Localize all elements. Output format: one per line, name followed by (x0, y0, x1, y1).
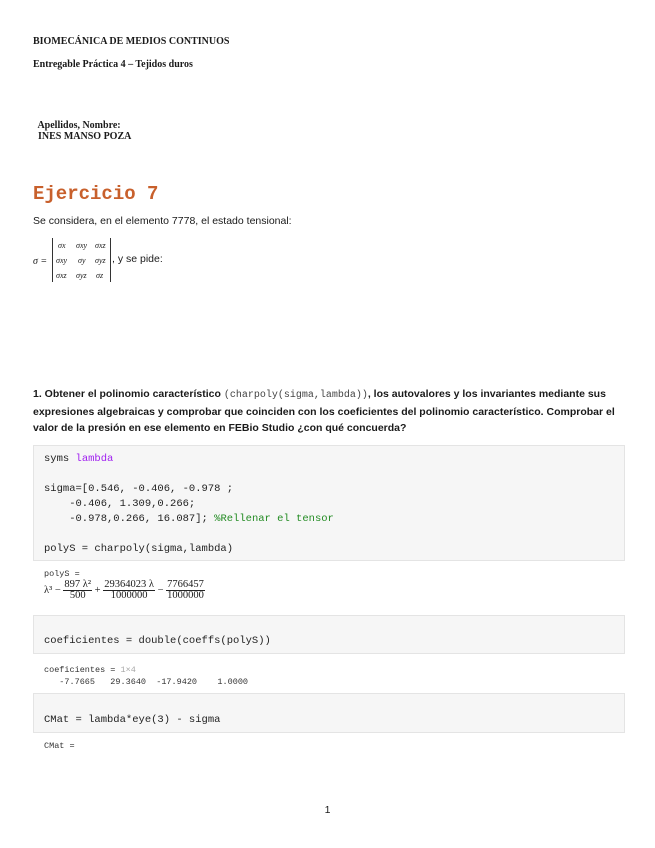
question-1 (33, 386, 625, 436)
question-1-part2: , los autovalores y los invariantes mediante sus expresiones algebraicas y comprobar que coinciden con los coeficientes del polinomio característico. Comprobar el valor de la presión en ese elemento en FEBio Studio ¿con qué concuerda? (33, 388, 615, 434)
code-line: -0.978,0.266, 16.087]; %Rellenar el tensor (44, 513, 334, 525)
polynomial-output: λ³ − $\frac{\text{897 λ²}}{500}$ + $\frac{29364023 \lambda}{1000000}$ − $\frac{7766457}{1000000}$ (44, 579, 204, 601)
matrix-cell: σz (96, 271, 104, 280)
coeficientes-values: -7.7665 29.3640 -17.9420 1.0000 (44, 677, 249, 687)
question-1-code: (charpoly(sigma,lambda)) (223, 390, 368, 401)
assignment-title: Entregable Práctica 4 – Tejidos duros (33, 59, 193, 70)
student-label: Apellidos, Nombre: (37, 120, 121, 131)
intro-text: Se considera, en el elemento 7778, el estado tensional: (33, 215, 292, 227)
code-block-2[interactable] (33, 615, 625, 654)
matrix-cell: σyz (95, 256, 106, 265)
code-line: CMat = lambda*eye(3) - sigma (44, 714, 221, 726)
matrix-cell: σx (58, 241, 66, 250)
code-line: coeficientes = double(coeffs(polyS)) (44, 635, 271, 647)
course-title: BIOMECÁNICA DE MEDIOS CONTINUOS (33, 36, 230, 47)
output-label-polys: polyS = (44, 569, 80, 579)
page-number: 1 (324, 804, 331, 816)
after-matrix-text: , y se pide: (112, 253, 163, 265)
code-line: sigma=[0.546, -0.406, -0.978 ; (44, 483, 234, 495)
code-line: -0.406, 1.309,0.266; (44, 498, 196, 510)
matrix-left-bar (52, 238, 53, 282)
code-block-1[interactable] (33, 445, 625, 561)
question-1-part1: 1. Obtener el polinomio característico (33, 388, 224, 400)
matrix-lhs: σ = (33, 256, 48, 267)
student-line (33, 109, 131, 142)
code-block-3[interactable] (33, 693, 625, 733)
matrix-cell: σxy (56, 256, 68, 265)
matrix-cell: σxz (95, 241, 106, 250)
matrix-cell: σxy (76, 241, 88, 250)
output-label-cmat: CMat = (44, 741, 75, 751)
code-line: syms lambda (44, 453, 114, 465)
section-title: Ejercicio 7 (33, 183, 159, 205)
matrix-cell: σy (78, 256, 86, 265)
code-line: polyS = charpoly(sigma,lambda) (44, 543, 234, 555)
matrix-cell: σyz (76, 271, 87, 280)
output-label-coeficientes: coeficientes = 1×4 (44, 665, 136, 675)
student-name: INES MANSO POZA (38, 131, 132, 142)
matrix-right-bar (110, 238, 111, 282)
matrix-cell: σxz (56, 271, 67, 280)
